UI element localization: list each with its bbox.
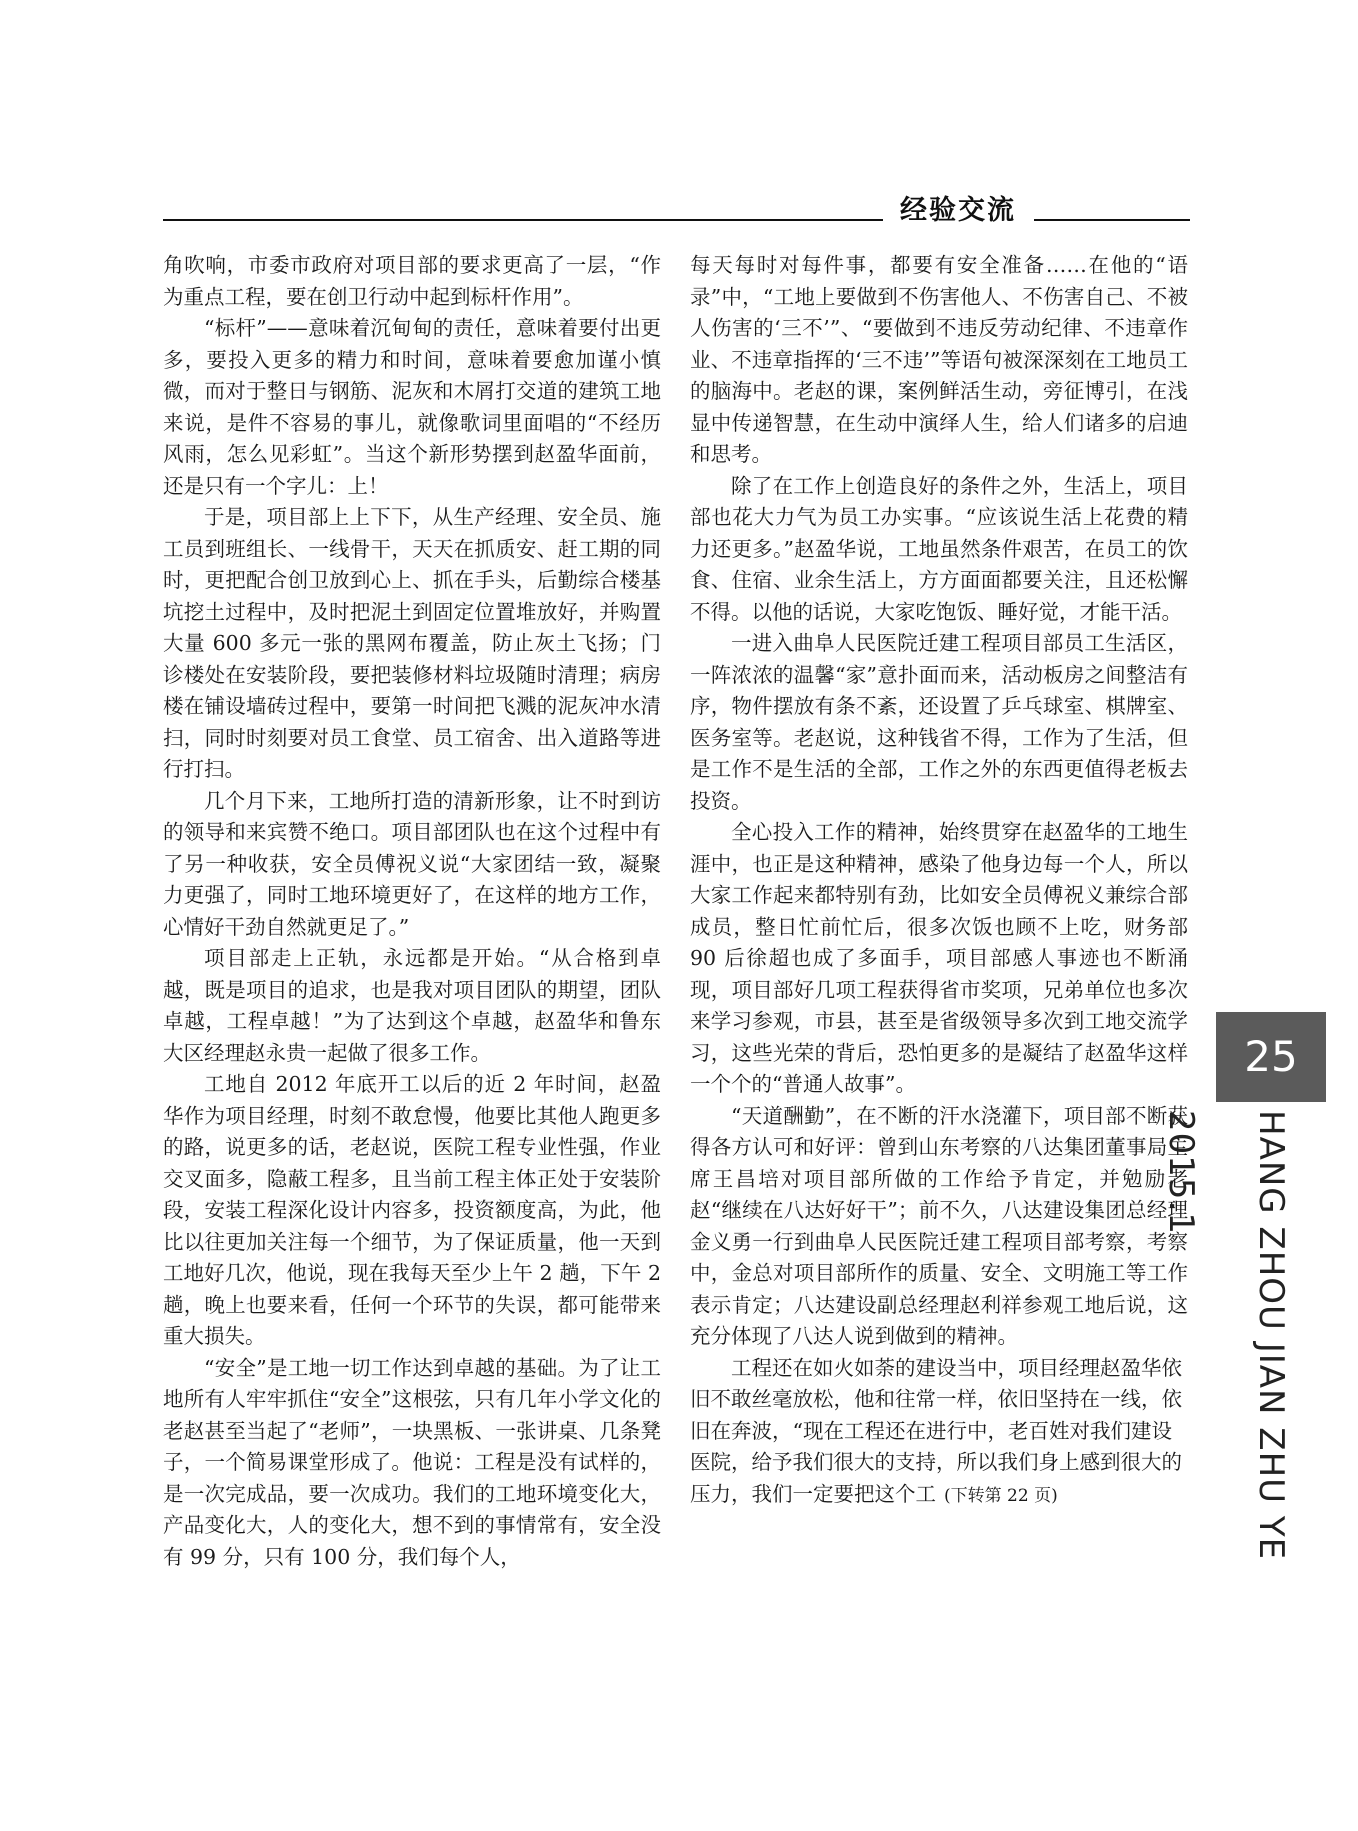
journal-title: HANG ZHOU JIAN ZHU YE 2015.1 xyxy=(1161,1110,1291,1561)
page-number: 25 xyxy=(1216,1012,1326,1102)
paragraph: 每天每时对每件事，都要有安全准备……在他的“语录”中，“工地上要做到不伤害他人、不伤害自己、不被人伤害的‘三不’”、“要做到不违反劳动纪律、不违章作业、不违章指挥的‘三不违’”等语句被深深刻在工地员工的脑海中。老赵的课，案例鲜活生动，旁征博引，在浅显中传递智慧，在生动中演绎人生，给人们诸多的启迪和思考。 xyxy=(690,253,1188,466)
paragraph: 一进入曲阜人民医院迁建工程项目部员工生活区，一阵浓浓的温馨“家”意扑面而来，活动板房之间整洁有序，物件摆放有条不紊，还设置了乒乓球室、棋牌室、医务室等。老赵说，这种钱省不得，工作为了生活，但是工作不是生活的全部，工作之外的东西更值得老板去投资。 xyxy=(690,631,1188,813)
paragraph: 除了在工作上创造良好的条件之外，生活上，项目部也花大力气为员工办实事。“应该说生活上花费的精力还更多。”赵盈华说，工地虽然条件艰苦，在员工的饮食、住宿、业余生活上，方方面面都要关注，且还松懈不得。以他的话说，大家吃饱饭、睡好觉，才能干活。 xyxy=(690,473,1188,624)
paragraph: “标杆”——意味着沉甸甸的责任，意味着要付出更多，要投入更多的精力和时间，意味着要愈加谨小慎微，而对于整日与钢筋、泥灰和木屑打交道的建筑工地来说，是件不容易的事儿，就像歌词里面唱的“不经历风雨，怎么见彩虹”。当这个新形势摆到赵盈华面前，还是只有一个字儿：上！ xyxy=(163,316,661,498)
paragraph: “安全”是工地一切工作达到卓越的基础。为了让工地所有人牢牢抓住“安全”这根弦，只有几年小学文化的老赵甚至当起了“老师”，一块黑板、一张讲桌、几条凳子，一个简易课堂形成了。他说：工程是没有试样的，是一次完成品，要一次成功。我们的工地环境变化大，产品变化大，人的变化大，想不到的事情常有，安全没有 99 分，只有 100 分，我们每个人， xyxy=(163,1355,661,1569)
paragraph: 项目部走上正轨，永远都是开始。“从合格到卓越，既是项目的追求，也是我对项目团队的期望，团队卓越，工程卓越！”为了达到这个卓越，赵盈华和鲁东大区经理赵永贵一起做了很多工作。 xyxy=(163,946,661,1065)
paragraph-text: 工程还在如火如荼的建设当中，项目经理赵盈华依旧不敢丝毫放松，他和往常一样，依旧坚持在一线，依旧在奔波，“现在工程还在进行中，老百姓对我们建设医院，给予我们很大的支持，所以我们身上感到很大的压力，我们一定要把这个工 xyxy=(690,1355,1182,1506)
paragraph: 于是，项目部上上下下，从生产经理、安全员、施工员到班组长、一线骨干，天天在抓质安、赶工期的同时，更把配合创卫放到心上、抓在手头，后勤综合楼基坑挖土过程中，及时把泥土到固定位置堆放好，并购置大量 600 多元一张的黑网布覆盖，防止灰土飞扬；门诊楼处在安装阶段，要把装修材料垃圾随时清理；病房楼在铺设墙砖过程中，要第一时间把飞溅的泥灰冲水清扫，同时时刻要对员工食堂、员工宿舍、出入道路等进行打扫。 xyxy=(163,505,661,781)
left-text-column xyxy=(163,250,661,1573)
continuation-note: (下转第 22 页) xyxy=(944,1485,1058,1506)
paragraph-last xyxy=(690,1353,1188,1513)
section-label: 经验交流 xyxy=(900,195,1016,226)
right-text-column xyxy=(690,250,1188,1512)
header-rule-right xyxy=(1034,219,1190,221)
paragraph: 几个月下来，工地所打造的清新形象，让不时到访的领导和来宾赞不绝口。项目部团队也在这个过程中有了另一种收获，安全员傅祝义说“大家团结一致，凝聚力更强了，同时工地环境更好了，在这样的地方工作，心情好干劲自然就更足了。” xyxy=(163,788,661,939)
paragraph: 全心投入工作的精神，始终贯穿在赵盈华的工地生涯中，也正是这种精神，感染了他身边每一个人，所以大家工作起来都特别有劲，比如安全员傅祝义兼综合部成员，整日忙前忙后，很多次饭也顾不上吃，财务部 90 后徐超也成了多面手，项目部感人事迹也不断涌现，项目部好几项工程获得省市奖项，兄弟单位也多次来学习参观，市县，甚至是省级领导多次到工地交流学习，这些光荣的背后，恐怕更多的是凝结了赵盈华这样一个个的“普通人故事”。 xyxy=(690,820,1188,1096)
paragraph: “天道酬勤”，在不断的汗水浇灌下，项目部不断获得各方认可和好评：曾到山东考察的八达集团董事局主席王昌培对项目部所做的工作给予肯定，并勉励老赵“继续在八达好好干”；前不久，八达建设集团总经理金义勇一行到曲阜人民医院迁建工程项目部考察，考察中，金总对项目部所作的质量、安全、文明施工等工作表示肯定；八达建设副总经理赵利祥参观工地后说，这充分体现了八达人说到做到的精神。 xyxy=(690,1103,1188,1348)
paragraph: 角吹响，市委市政府对项目部的要求更高了一层，“作为重点工程，要在创卫行动中起到标杆作用”。 xyxy=(163,253,661,309)
paragraph: 工地自 2012 年底开工以后的近 2 年时间，赵盈华作为项目经理，时刻不敢怠慢，他要比其他人跑更多的路，说更多的话，老赵说，医院工程专业性强，作业交叉面多，隐蔽工程多，且当前工程主体正处于安装阶段，安装工程深化设计内容多，投资额度高，为此，他比以往更加关注每一个细节，为了保证质量，他一天到工地好几次，他说，现在我每天至少上午 2 趟，下午 2 趟，晚上也要来看，任何一个环节的失误，都可能带来重大损失。 xyxy=(163,1072,661,1348)
header-rule-left xyxy=(163,219,883,221)
